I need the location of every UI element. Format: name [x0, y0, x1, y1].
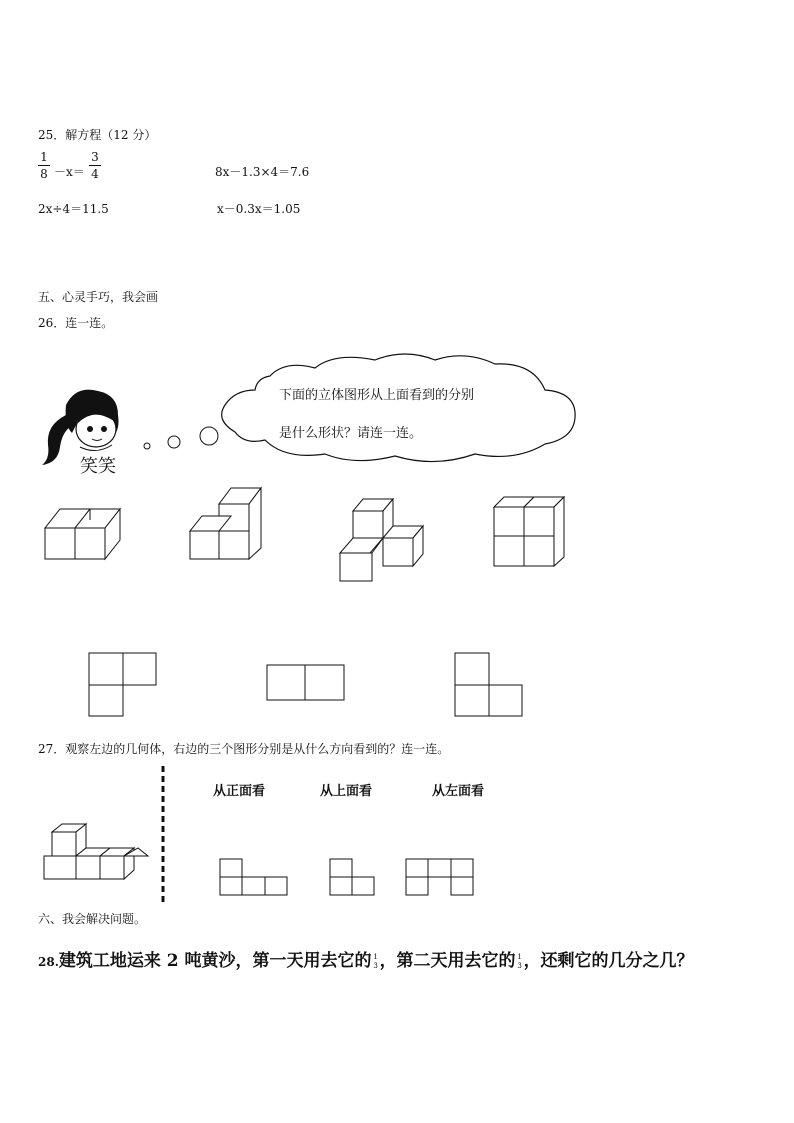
eq1-numerator-right: 3 [91, 150, 99, 164]
character-name: 笑笑 [80, 456, 116, 477]
q27-solid-figure [40, 820, 150, 890]
cloud-line-2: 是什么形状？请连一连。 [279, 426, 423, 441]
solid-figure-4 [490, 494, 580, 574]
q28-fraction-2-denominator: 3 [517, 961, 522, 970]
equation-4: x－0.3x＝1.05 [217, 202, 301, 216]
speech-cloud [215, 350, 585, 470]
eq1-numerator-left: 1 [40, 150, 48, 164]
q28-fraction-1-denominator: 3 [373, 961, 378, 970]
view-figure-c [403, 856, 483, 898]
top-view-1 [86, 650, 166, 720]
thought-bubbles [138, 422, 218, 462]
q28-fraction-2 [516, 952, 524, 972]
top-view-3 [452, 650, 532, 720]
q25-title: 25．解方程（12 分） [38, 128, 157, 142]
q28-text-part3: ，还剩它的几分之几？ [523, 951, 694, 971]
q28-text-part1: 建筑工地运来 2 吨黄沙，第一天用去它的 [58, 951, 372, 971]
section-6-title: 六、我会解决问题。 [38, 912, 147, 926]
q28-line [38, 946, 694, 972]
q28-fraction-1-numerator: 1 [373, 952, 378, 961]
q26-title: 26．连一连。 [38, 316, 114, 330]
q28-fraction-1 [372, 952, 380, 972]
solid-figure-1 [38, 500, 128, 570]
eq1-fraction-left [38, 150, 50, 181]
q28-number: 28. [38, 955, 59, 969]
eq1-middle: －x＝ [54, 165, 85, 179]
equation-2: 8x－1.3×4＝7.6 [215, 165, 310, 179]
view-figure-b [327, 856, 387, 898]
label-left-view: 从左面看 [432, 784, 485, 799]
view-figure-a [217, 856, 297, 898]
q28-fraction-2-numerator: 1 [517, 952, 522, 961]
q28-text-part2: ，第二天用去它的 [379, 951, 516, 971]
section-5-title: 五、心灵手巧，我会画 [38, 290, 159, 304]
eq1-denominator-left: 8 [40, 167, 48, 181]
top-view-2 [264, 662, 354, 712]
eq1-denominator-right: 4 [91, 167, 99, 181]
equation-3: 2x÷4＝11.5 [38, 202, 109, 216]
q27-title: 27．观察左边的几何体，右边的三个图形分别是从什么方向看到的？连一连。 [38, 742, 450, 756]
dashed-divider [160, 766, 166, 906]
label-front-view: 从正面看 [213, 784, 266, 799]
solid-figure-3 [336, 494, 436, 584]
eq1-fraction-right [89, 150, 101, 181]
label-top-view: 从上面看 [320, 784, 373, 799]
solid-figure-2 [186, 486, 276, 566]
cloud-line-1: 下面的立体图形从上面看到的分别 [279, 388, 475, 403]
